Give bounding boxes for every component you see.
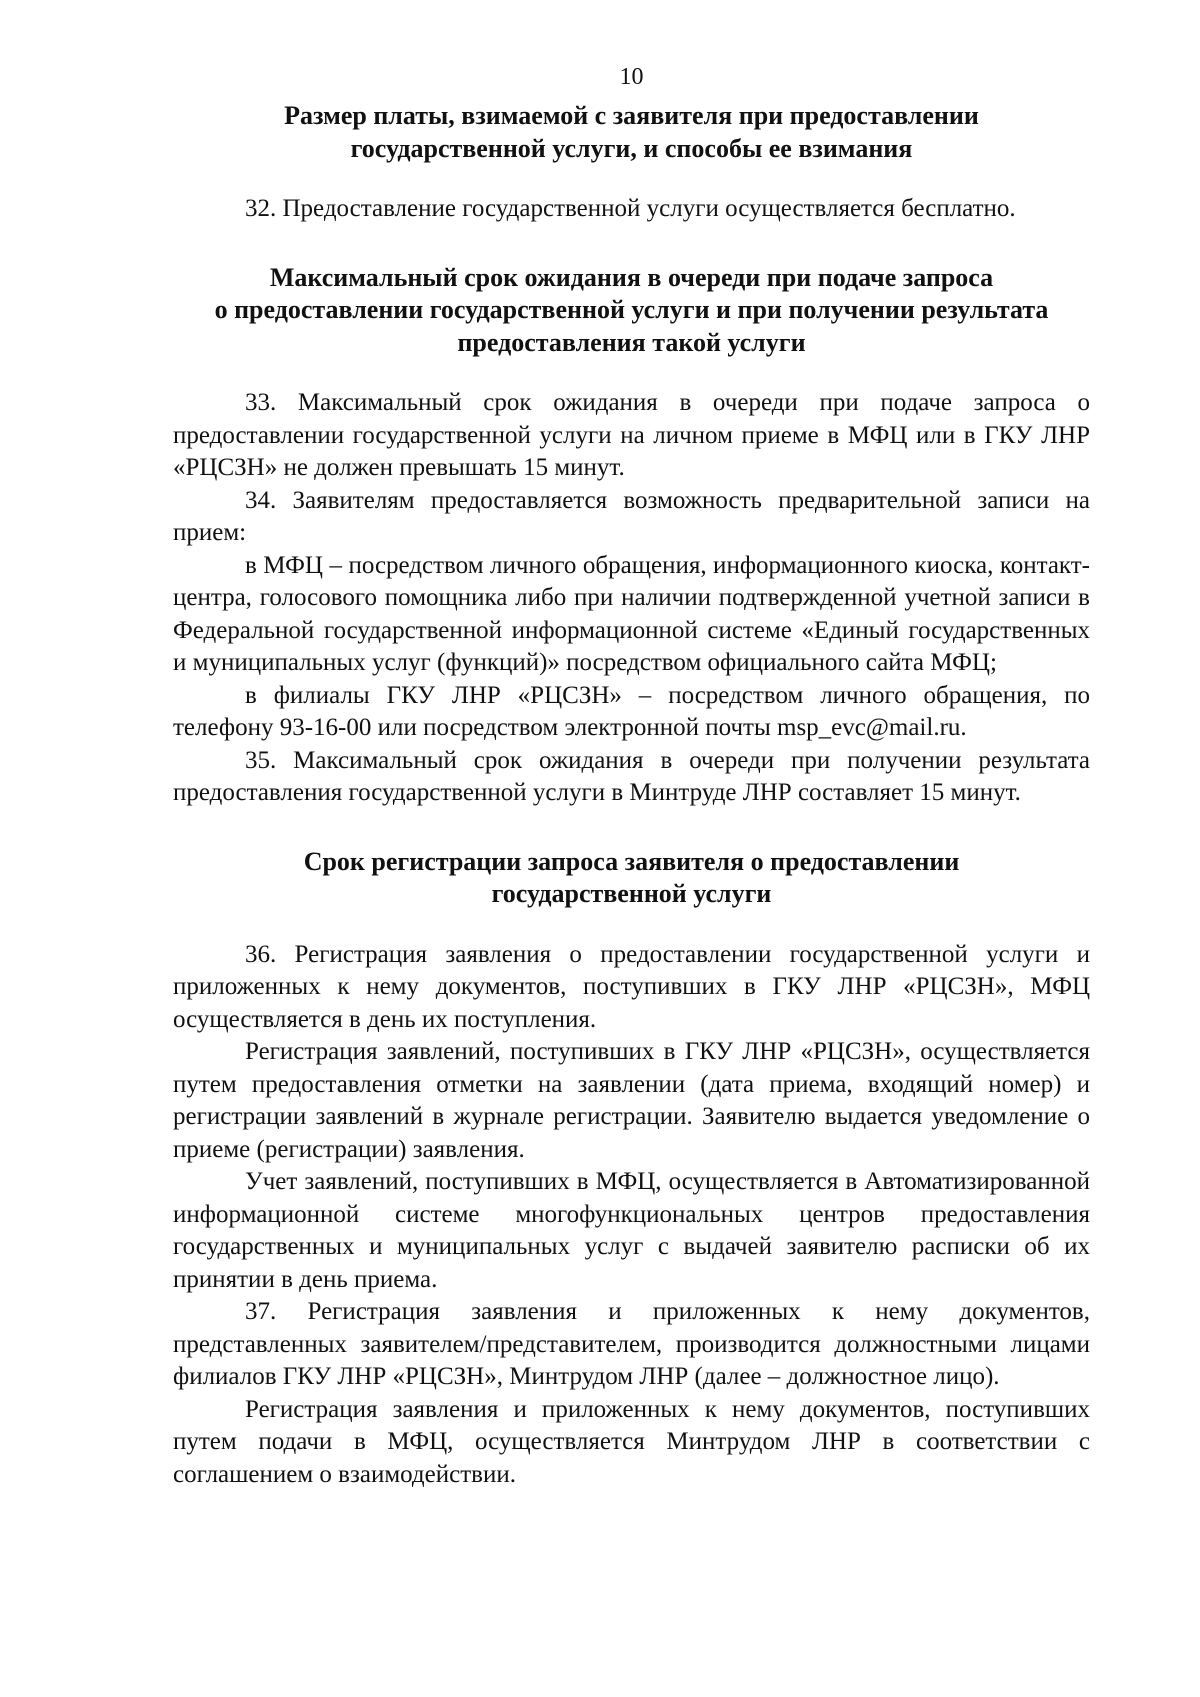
paragraph-37-mfc: Регистрация заявления и приложенных к нему документов, поступивших путем подачи в МФЦ, осуществляется Минтрудом ЛНР в соответствии с соглашением о взаимодействии. bbox=[173, 1395, 1090, 1488]
paragraph-35: 35. Максимальный срок ожидания в очереди при получении результата предоставления государственной услуги в Минтруде ЛНР составляет 15 минут. bbox=[173, 746, 1090, 806]
paragraph-34-mfc: в МФЦ – посредством личного обращения, информационного киоска, контакт-центра, голосового помощника либо при наличии подтвержденной учетной записи в Федеральной государственной информационной системе «Единый государственных и муниципальных услуг (функций)» посредством официального сайта МФЦ; bbox=[173, 551, 1090, 676]
paragraph-32: 32. Предоставление государственной услуги осуществляется бесплатно. bbox=[245, 195, 1016, 222]
section-heading-registration bbox=[173, 846, 1090, 911]
section-heading-fee bbox=[173, 100, 1090, 165]
heading-line: Размер платы, взимаемой с заявителя при предоставлении bbox=[284, 101, 979, 130]
paragraph-34: 34. Заявителям предоставляется возможность предварительной записи на прием: bbox=[173, 486, 1090, 546]
heading-line: предоставления такой услуги bbox=[457, 327, 806, 357]
heading-line: Срок регистрации запроса заявителя о предоставлении bbox=[303, 846, 960, 876]
heading-line: государственной услуги, и способы ее взимания bbox=[350, 133, 913, 163]
paragraph-36-accounting: Учет заявлений, поступивших в МФЦ, осуществляется в Автоматизированной информационной системе многофункциональных центров предоставления государственных и муниципальных услуг с выдачей заявителю расписки об их принятии в день приема. bbox=[173, 1168, 1090, 1293]
paragraph-33: 33. Максимальный срок ожидания в очереди при подаче запроса о предоставлении государственной услуги на личном приеме в МФЦ или в ГКУ ЛНР «РЦСЗН» не должен превышать 15 минут. bbox=[173, 389, 1090, 481]
paragraph-36: 36. Регистрация заявления о предоставлении государственной услуги и приложенных к нему документов, поступивших в ГКУ ЛНР «РЦСЗН», МФЦ осуществляется в день их поступления. bbox=[173, 940, 1090, 1033]
heading-line: о предоставлении государственной услуги и при получении результата bbox=[214, 295, 1049, 324]
paragraph-34-branches: в филиалы ГКУ ЛНР «РЦСЗН» – посредством личного обращения, по телефону 93-16-00 или посредством электронной почты msp_evc@mail.ru. bbox=[173, 681, 1090, 741]
heading-line: государственной услуги bbox=[491, 879, 772, 908]
section-heading-queue-time bbox=[173, 262, 1090, 360]
heading-line: Максимальный срок ожидания в очереди при подаче запроса bbox=[269, 262, 994, 292]
paragraph-37: 37. Регистрация заявления и приложенных к нему документов, представленных заявителем/представителем, производится должностными лицами филиалов ГКУ ЛНР «РЦСЗН», Минтрудом ЛНР (далее – должностное лицо). bbox=[173, 1298, 1090, 1390]
paragraph-36-registration: Регистрация заявлений, поступивших в ГКУ ЛНР «РЦСЗН», осуществляется путем предоставления отметки на заявлении (дата приема, входящий номер) и регистрации заявлений в журнале регистрации. Заявителю выдается уведомление о приеме (регистрации) заявления. bbox=[173, 1038, 1090, 1163]
page-number: 10 bbox=[619, 64, 644, 90]
